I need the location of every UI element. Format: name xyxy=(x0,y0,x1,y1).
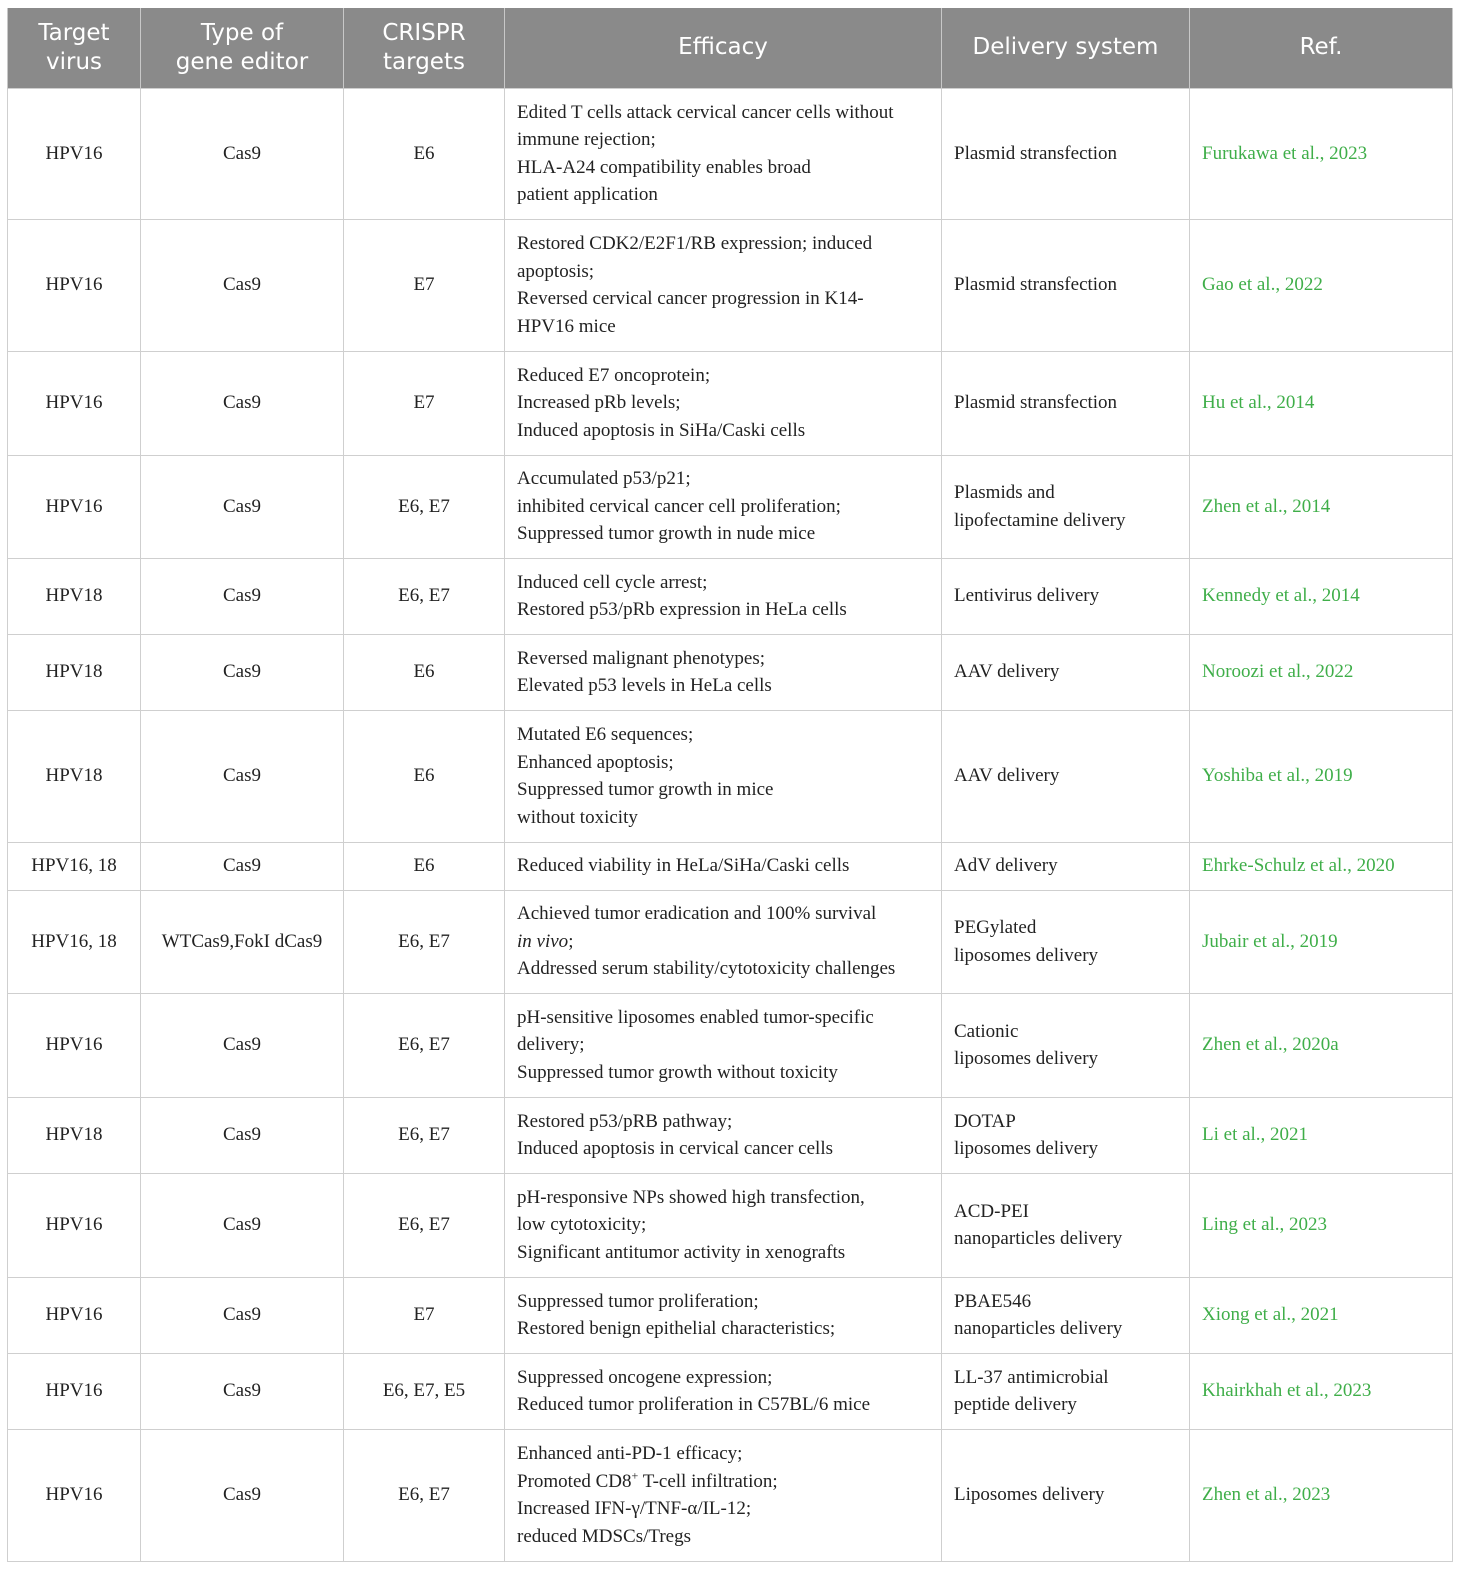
efficacy-line: apoptosis; xyxy=(517,260,595,282)
delivery-system-cell xyxy=(942,455,1190,558)
header-row xyxy=(8,8,1453,88)
reference-link[interactable]: Xiong et al., 2021 xyxy=(1190,1277,1453,1353)
efficacy-line: low cytotoxicity; xyxy=(517,1214,647,1236)
efficacy-line: Induced apoptosis in cervical cancer cells xyxy=(517,1138,833,1159)
efficacy-line: Suppressed tumor proliferation; xyxy=(517,1290,759,1312)
table-row xyxy=(8,1277,1453,1353)
delivery-system-line: liposomes delivery xyxy=(954,944,1099,966)
efficacy-line: Elevated p53 levels in HeLa cells xyxy=(517,675,772,696)
editor-type-cell: Cas9 xyxy=(141,1277,344,1353)
delivery-system-cell xyxy=(942,634,1190,710)
table-row xyxy=(8,351,1453,455)
header-target-virus xyxy=(8,8,141,88)
efficacy-line: pH-sensitive liposomes enabled tumor-specific xyxy=(517,1006,874,1028)
target-virus-cell: HPV16 xyxy=(8,1277,141,1353)
table-row xyxy=(8,1097,1453,1173)
efficacy-line: Edited T cells attack cervical cancer cells without xyxy=(517,101,894,123)
delivery-system-cell xyxy=(942,1353,1190,1429)
reference-link[interactable]: Hu et al., 2014 xyxy=(1190,351,1453,455)
delivery-system-cell xyxy=(942,1429,1190,1561)
table-row xyxy=(8,1353,1453,1429)
crispr-targets-cell: E6 xyxy=(344,634,505,710)
efficacy-cell xyxy=(505,1173,942,1277)
delivery-system-line: Plasmid stransfection xyxy=(954,392,1118,414)
efficacy-line: Accumulated p53/p21; xyxy=(517,468,691,490)
header-text: gene editor xyxy=(175,48,309,75)
target-virus-cell: HPV16 xyxy=(8,455,141,558)
efficacy-line: HLA-A24 compatibility enables broad xyxy=(517,156,811,178)
editor-type-cell: Cas9 xyxy=(141,842,344,890)
delivery-system-line: LL-37 antimicrobial xyxy=(954,1366,1109,1388)
delivery-system-line: Plasmid stransfection xyxy=(954,142,1118,164)
delivery-system-line: Cationic xyxy=(954,1020,1019,1042)
efficacy-cell xyxy=(505,710,942,842)
efficacy-cell xyxy=(505,842,942,890)
delivery-system-line: liposomes delivery xyxy=(954,1048,1099,1069)
delivery-system-line: Liposomes delivery xyxy=(954,1484,1105,1506)
delivery-system-cell xyxy=(942,351,1190,455)
target-virus-cell: HPV16 xyxy=(8,219,141,351)
target-virus-cell: HPV18 xyxy=(8,634,141,710)
crispr-targets-cell: E7 xyxy=(344,351,505,455)
header-editor-type xyxy=(141,8,344,88)
header-text: CRISPR xyxy=(382,19,466,46)
editor-type-cell: Cas9 xyxy=(141,1429,344,1561)
reference-link[interactable]: Yoshiba et al., 2019 xyxy=(1190,710,1453,842)
header-delivery-system: Delivery system xyxy=(942,8,1190,88)
efficacy-line: Enhanced anti-PD-1 efficacy; xyxy=(517,1443,743,1464)
table-row xyxy=(8,558,1453,634)
efficacy-cell xyxy=(505,88,942,219)
efficacy-line: Reversed cervical cancer progression in K14- xyxy=(517,288,864,309)
header-text: targets xyxy=(383,48,465,75)
efficacy-line: Restored benign epithelial characteristics; xyxy=(517,1318,836,1339)
table-row xyxy=(8,88,1453,219)
editor-type-cell: Cas9 xyxy=(141,88,344,219)
header-text: Target xyxy=(38,19,110,46)
target-virus-cell: HPV16 xyxy=(8,993,141,1097)
efficacy-cell xyxy=(505,219,942,351)
delivery-system-line: Plasmid stransfection xyxy=(954,274,1118,296)
editor-type-cell: Cas9 xyxy=(141,1353,344,1429)
header-text: Type of xyxy=(200,19,284,46)
delivery-system-cell xyxy=(942,710,1190,842)
efficacy-line: pH-responsive NPs showed high transfection, xyxy=(517,1186,865,1208)
efficacy-line: Reduced viability in HeLa/SiHa/Caski cells xyxy=(517,855,850,877)
efficacy-cell xyxy=(505,351,942,455)
header-ref: Ref. xyxy=(1190,8,1453,88)
efficacy-line: HPV16 mice xyxy=(517,315,616,337)
editor-type-cell: Cas9 xyxy=(141,1097,344,1173)
efficacy-line: Reduced E7 oncoprotein; xyxy=(517,364,711,386)
efficacy-line: Suppressed tumor growth in nude mice xyxy=(517,523,816,545)
delivery-system-cell xyxy=(942,890,1190,993)
reference-link[interactable]: Kennedy et al., 2014 xyxy=(1190,558,1453,634)
editor-type-cell: Cas9 xyxy=(141,558,344,634)
target-virus-cell: HPV16 xyxy=(8,88,141,219)
delivery-system-line: DOTAP xyxy=(954,1110,1016,1132)
efficacy-line: Mutated E6 sequences; xyxy=(517,724,694,745)
crispr-targets-cell: E6, E7 xyxy=(344,455,505,558)
delivery-system-line: nanoparticles delivery xyxy=(954,1228,1123,1249)
editor-type-cell: Cas9 xyxy=(141,1173,344,1277)
crispr-targets-cell: E6, E7 xyxy=(344,890,505,993)
crispr-targets-cell: E6, E7 xyxy=(344,993,505,1097)
efficacy-cell xyxy=(505,890,942,993)
reference-link[interactable]: Furukawa et al., 2023 xyxy=(1190,88,1453,219)
reference-link[interactable]: Zhen et al., 2020a xyxy=(1190,993,1453,1097)
delivery-system-line: Lentivirus delivery xyxy=(954,585,1100,607)
delivery-system-line: AAV delivery xyxy=(954,661,1060,683)
delivery-system-cell xyxy=(942,1097,1190,1173)
efficacy-cell xyxy=(505,1097,942,1173)
editor-type-cell: Cas9 xyxy=(141,219,344,351)
target-virus-cell: HPV18 xyxy=(8,710,141,842)
delivery-system-line: nanoparticles delivery xyxy=(954,1318,1123,1339)
target-virus-cell: HPV16 xyxy=(8,1173,141,1277)
header-crispr-targets xyxy=(344,8,505,88)
delivery-system-line: PEGylated xyxy=(954,917,1037,938)
reference-link[interactable]: Li et al., 2021 xyxy=(1190,1097,1453,1173)
delivery-system-cell xyxy=(942,219,1190,351)
crispr-targets-cell: E7 xyxy=(344,219,505,351)
target-virus-cell: HPV16 xyxy=(8,1429,141,1561)
delivery-system-line: liposomes delivery xyxy=(954,1138,1099,1159)
reference-link[interactable]: Ehrke-Schulz et al., 2020 xyxy=(1190,842,1453,890)
reference-link[interactable]: Ling et al., 2023 xyxy=(1190,1173,1453,1277)
crispr-targets-cell: E6, E7, E5 xyxy=(344,1353,505,1429)
efficacy-line: in vivo; xyxy=(517,930,574,952)
table-row xyxy=(8,890,1453,993)
efficacy-line: Enhanced apoptosis; xyxy=(517,751,674,773)
delivery-system-cell xyxy=(942,88,1190,219)
efficacy-cell xyxy=(505,558,942,634)
efficacy-line: Suppressed tumor growth without toxicity xyxy=(517,1061,838,1083)
header-efficacy: Efficacy xyxy=(505,8,942,88)
reference-link[interactable]: Khairkhah et al., 2023 xyxy=(1190,1353,1453,1429)
table-row xyxy=(8,1429,1453,1561)
delivery-system-line: AdV delivery xyxy=(954,855,1058,877)
crispr-targets-cell: E6, E7 xyxy=(344,558,505,634)
efficacy-line: immune rejection; xyxy=(517,129,656,150)
delivery-system-line: peptide delivery xyxy=(954,1394,1077,1415)
table-row xyxy=(8,219,1453,351)
reference-link[interactable]: Zhen et al., 2014 xyxy=(1190,455,1453,558)
efficacy-line: Suppressed oncogene expression; xyxy=(517,1366,773,1388)
crispr-targets-cell: E6 xyxy=(344,842,505,890)
efficacy-line: reduced MDSCs/Tregs xyxy=(517,1525,691,1547)
efficacy-line: Addressed serum stability/cytotoxicity challenges xyxy=(517,958,896,980)
editor-type-cell: Cas9 xyxy=(141,351,344,455)
efficacy-line: Significant antitumor activity in xenografts xyxy=(517,1241,846,1263)
table-row xyxy=(8,842,1453,890)
reference-link[interactable]: Noroozi et al., 2022 xyxy=(1190,634,1453,710)
efficacy-line: delivery; xyxy=(517,1034,585,1056)
crispr-targets-cell: E6 xyxy=(344,710,505,842)
efficacy-cell xyxy=(505,993,942,1097)
table-row xyxy=(8,634,1453,710)
efficacy-cell xyxy=(505,1429,942,1561)
table-row xyxy=(8,993,1453,1097)
crispr-targets-cell: E6, E7 xyxy=(344,1429,505,1561)
header-text: virus xyxy=(45,48,103,75)
crispr-hpv-table xyxy=(7,8,1453,1562)
editor-type-cell: Cas9 xyxy=(141,710,344,842)
crispr-targets-cell: E7 xyxy=(344,1277,505,1353)
efficacy-line: inhibited cervical cancer cell proliferation; xyxy=(517,495,841,517)
efficacy-line: Reversed malignant phenotypes; xyxy=(517,647,765,669)
delivery-system-line: lipofectamine delivery xyxy=(954,509,1126,531)
efficacy-line: Achieved tumor eradication and 100% survival xyxy=(517,903,877,925)
editor-type-cell: Cas9 xyxy=(141,455,344,558)
crispr-targets-cell: E6, E7 xyxy=(344,1173,505,1277)
target-virus-cell: HPV16 xyxy=(8,1353,141,1429)
reference-link[interactable]: Zhen et al., 2023 xyxy=(1190,1429,1453,1561)
efficacy-cell xyxy=(505,1353,942,1429)
target-virus-cell: HPV18 xyxy=(8,558,141,634)
crispr-targets-cell: E6, E7 xyxy=(344,1097,505,1173)
editor-type-cell: Cas9 xyxy=(141,993,344,1097)
target-virus-cell: HPV16, 18 xyxy=(8,842,141,890)
delivery-system-cell xyxy=(942,993,1190,1097)
editor-type-cell: WTCas9,FokI dCas9 xyxy=(141,890,344,993)
table-row xyxy=(8,710,1453,842)
efficacy-line: Reduced tumor proliferation in C57BL/6 mice xyxy=(517,1394,871,1415)
table-row xyxy=(8,455,1453,558)
reference-link[interactable]: Jubair et al., 2019 xyxy=(1190,890,1453,993)
editor-type-cell: Cas9 xyxy=(141,634,344,710)
delivery-system-cell xyxy=(942,1277,1190,1353)
efficacy-cell xyxy=(505,455,942,558)
efficacy-line: Restored p53/pRB pathway; xyxy=(517,1110,733,1132)
efficacy-line: Increased IFN-γ/TNF-α/IL-12; xyxy=(517,1498,752,1519)
reference-link[interactable]: Gao et al., 2022 xyxy=(1190,219,1453,351)
efficacy-cell xyxy=(505,1277,942,1353)
target-virus-cell: HPV16 xyxy=(8,351,141,455)
target-virus-cell: HPV18 xyxy=(8,1097,141,1173)
delivery-system-line: PBAE546 xyxy=(954,1290,1032,1312)
target-virus-cell: HPV16, 18 xyxy=(8,890,141,993)
delivery-system-line: AAV delivery xyxy=(954,765,1060,787)
efficacy-line: Restored CDK2/E2F1/RB expression; induced xyxy=(517,233,873,254)
delivery-system-cell xyxy=(942,842,1190,890)
efficacy-cell xyxy=(505,634,942,710)
efficacy-line: Induced cell cycle arrest; xyxy=(517,571,708,593)
crispr-targets-cell: E6 xyxy=(344,88,505,219)
efficacy-line: Induced apoptosis in SiHa/Caski cells xyxy=(517,419,806,441)
efficacy-line: Restored p53/pRb expression in HeLa cells xyxy=(517,599,847,620)
efficacy-line: without toxicity xyxy=(517,806,638,828)
efficacy-line: Promoted CD8+ T-cell infiltration; xyxy=(517,1468,778,1492)
efficacy-line: Suppressed tumor growth in mice xyxy=(517,779,774,800)
table-row xyxy=(8,1173,1453,1277)
delivery-system-cell xyxy=(942,558,1190,634)
delivery-system-cell xyxy=(942,1173,1190,1277)
efficacy-line: Increased pRb levels; xyxy=(517,392,681,414)
efficacy-line: patient application xyxy=(517,184,658,205)
delivery-system-line: Plasmids and xyxy=(954,482,1055,503)
delivery-system-line: ACD-PEI xyxy=(954,1200,1029,1222)
